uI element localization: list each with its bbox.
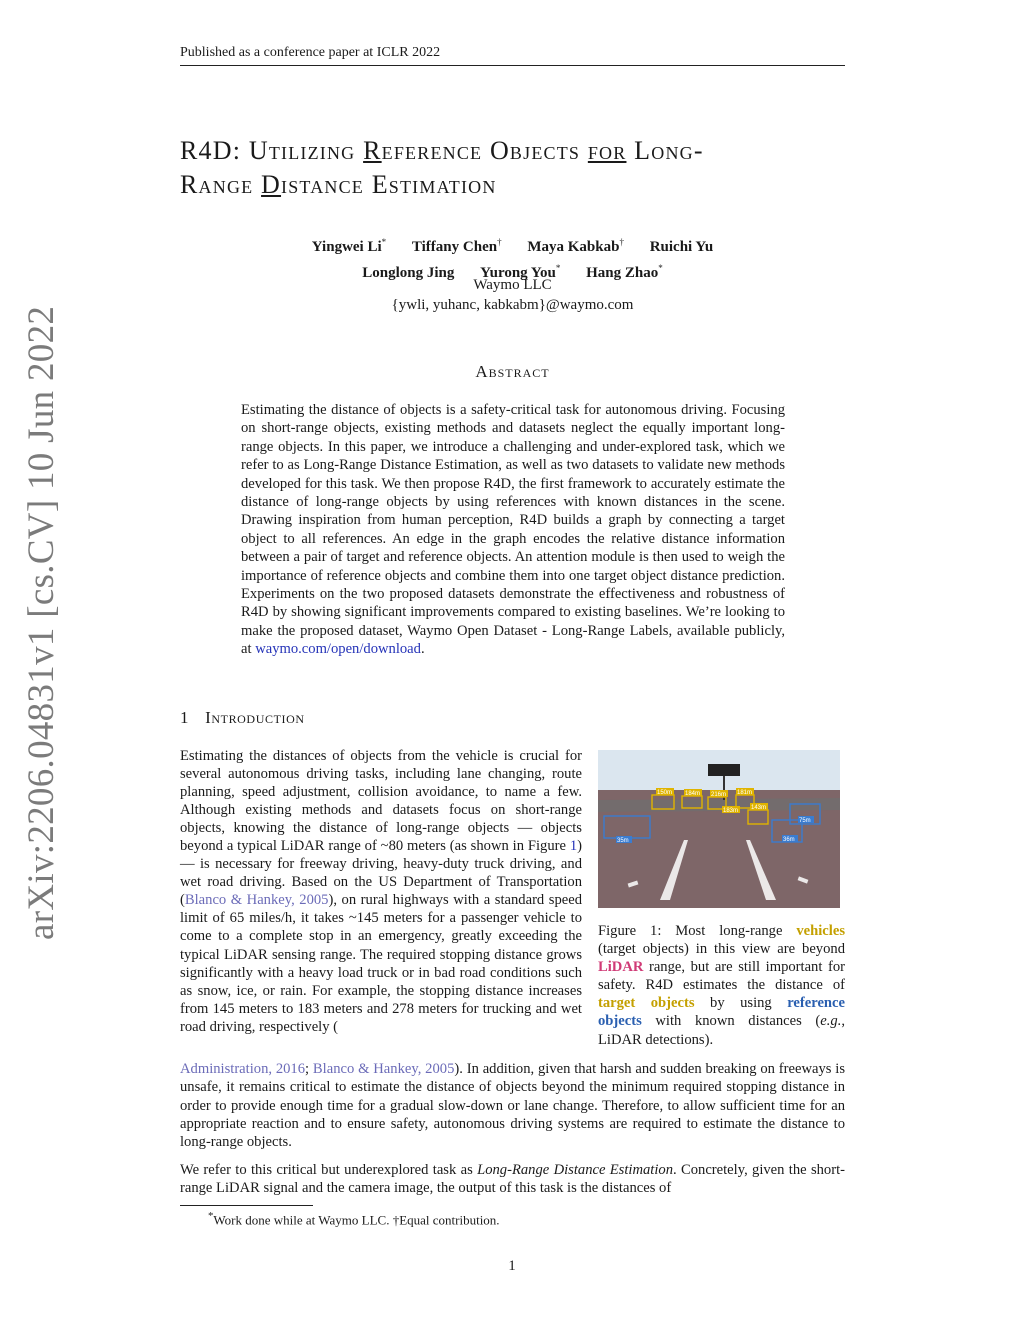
author: Yingwei Li* (311, 237, 387, 255)
distance-label: 184m (685, 791, 701, 797)
header-rule (180, 65, 845, 66)
affiliation: Waymo LLC (473, 277, 552, 293)
distance-label: 183m (723, 808, 739, 814)
affiliation-block (180, 275, 845, 315)
distance-label: 181m (737, 790, 753, 796)
section-heading: 1 Introduction (180, 708, 305, 727)
author: Longlong Jing (362, 265, 455, 281)
road-scene (598, 750, 840, 908)
figure-1-caption: Figure 1: Most long-range vehicles (target objects) in this view are beyond LiDAR range, but are still important for safety. R4D estimates the distance of target objects by using reference objects with known distances (e.g., LiDAR detections). (598, 923, 845, 1048)
arxiv-watermark: arXiv:2206.04831v1 [cs.CV] 10 Jun 2022 (21, 305, 62, 940)
paper-title: R4D: Utilizing Reference Objects for Long- Range Distance Estimation (180, 136, 704, 199)
email: {ywli, yuhanc, kabkabm}@waymo.com (391, 297, 634, 313)
footnote-rule (180, 1205, 313, 1206)
author: Hang Zhao* (586, 263, 663, 281)
figure-1-image (598, 750, 840, 908)
author: Maya Kabkab† (527, 237, 624, 255)
distance-label: 35m (617, 838, 629, 844)
distance-label: 75m (799, 818, 811, 824)
citation-link[interactable]: Blanco & Hankey, 2005 (312, 1061, 455, 1077)
distance-label: 150m (657, 790, 673, 796)
distance-label: 216m (711, 792, 727, 798)
intro-column-text: Estimating the distances of objects from the vehicle is crucial for several autonomous driving tasks, including lane changing, route planning, speed adjustment, collision avoidance, to name a few. Although existing methods and datasets focus on short-range objects, knowing the distance of long-range objects — objects beyond a typical LiDAR range of ~80 meters (as shown in Figure 1) — is necessary for freeway driving, heavy-duty truck driving, and wet road driving. Based on the US Department of Transportation (Blanco & Hankey, 2005), on rural highways with a standard speed limit of 65 miles/h, it takes ~145 meters for a passenger vehicle to come to a complete stop in an emergency, greatly exceeding the typical LiDAR sensing range. The required stopping distance grows significantly with a heavy load truck or in bad road conditions such as snow, ice, or rain. For example, the stopping distance increases from 145 meters to 183 meters and 278 meters for trucking and wet road driving, respectively ( (180, 748, 583, 1035)
footnote: *Work done while at Waymo LLC. †Equal contribution. (208, 1210, 500, 1228)
author: Tiffany Chen† (411, 237, 502, 255)
distance-label: 36m (783, 837, 795, 843)
citation-link[interactable]: Administration, 2016 (180, 1061, 306, 1077)
author: Yurong You* (480, 263, 561, 281)
page-number: 1 (508, 1258, 516, 1274)
download-link[interactable]: waymo.com/open/download (255, 641, 421, 658)
intro-paragraph-continued: Administration, 2016; Blanco & Hankey, 2005). In addition, given that harsh and sudden breaking on freeways is unsafe, it remains critical to estimate the distance of objects beyond the minimum required stopping distance in order to provide enough time for a gradual slow-down or lane change. Therefore, to allow sufficient time for an appropriate reaction and to ensure safety, autonomous driving systems are required to estimate the distance to long-range objects. (180, 1061, 845, 1151)
abstract-body: Estimating the distance of objects is a safety-critical task for autonomous driving. Focusing on short-range objects, existing methods and datasets neglect the equally important long-range objects. In this paper, we introduce a challenging and under-explored task, which we refer to as Long-Range Distance Estimation, as well as two datasets to validate new methods developed for this task. We then propose R4D, the first framework to accurately estimate the distance of long-range objects by using references with known distances in the scene. Drawing inspiration from human perception, R4D builds a graph by connecting a target object to all references. An edge in the graph encodes the relative distance information between a pair of target and reference objects. An attention module is then used to weigh the importance of reference objects and combine them into one target object distance prediction. Experiments on the two proposed datasets demonstrate the effectiveness and robustness of R4D by showing significant improvements compared to existing baselines. We’re looking to make the proposed dataset, Waymo Open Dataset - Long-Range Labels, available publicly, at waymo.com/open/download. (241, 402, 785, 658)
author: Ruichi Yu (649, 239, 714, 255)
intro-paragraph-2: We refer to this critical but underexplored task as Long-Range Distance Estimation. Concretely, given the short-range LiDAR signal and the camera image, the output of this task is the distances of (180, 1162, 845, 1197)
citation-link[interactable]: Blanco & Hankey, 2005 (184, 892, 329, 909)
abstract-heading: Abstract (475, 362, 550, 381)
running-header: Published as a conference paper at ICLR 2022 (180, 45, 441, 60)
figure-ref-link[interactable]: 1 (569, 838, 578, 855)
distance-label: 143m (751, 805, 767, 811)
